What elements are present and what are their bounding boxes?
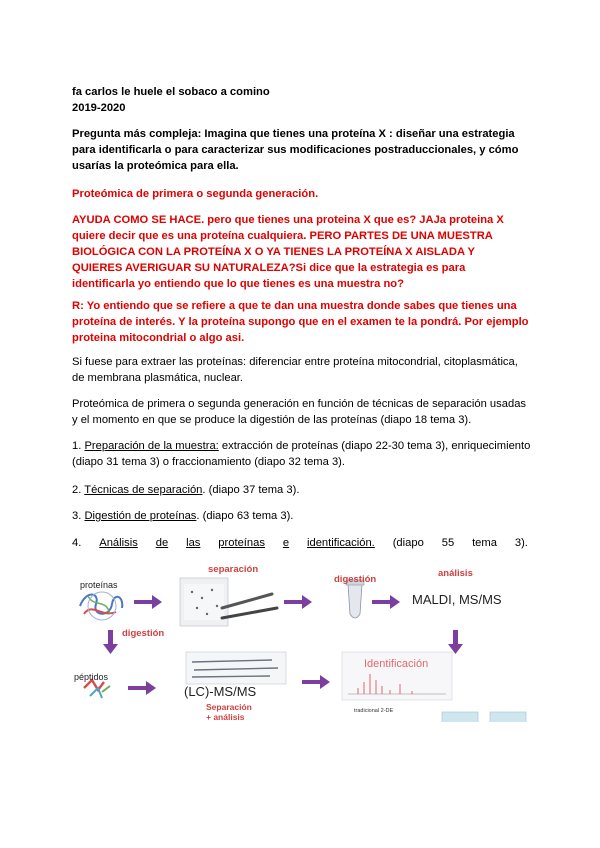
proteomics-workflow-figure	[72, 556, 530, 722]
step-2-title: Técnicas de separación	[84, 484, 203, 496]
step-1-line: 1. Preparación de la muestra: extracción de proteínas (diapo 22-30 tema 3), enriquecimiento	[72, 440, 531, 452]
body-line: Si fuese para extraer las proteínas: diferenciar entre proteína mitocondrial, citoplasmática,	[72, 356, 518, 368]
step-4-word: proteínas	[218, 537, 265, 549]
peptides-image	[84, 680, 110, 698]
body-line: Proteómica de primera o segunda generación en función de técnicas de separación usadas	[72, 398, 527, 410]
result-panel-2	[490, 712, 526, 722]
label-separacion-analisis-1: Separación	[206, 702, 252, 712]
step-4-word: identificación.	[307, 537, 375, 549]
step-4-word: Análisis	[99, 537, 138, 549]
label-separacion: separación	[208, 564, 259, 575]
body-paragraph-1	[72, 354, 528, 386]
step-4-word: 3).	[514, 537, 528, 549]
answer-paragraph	[72, 298, 528, 346]
help-line: BIOLÓGICA CON LA PROTEÍNA X O YA TIENES LA PROTEÍNA X AISLADA Y	[72, 246, 475, 258]
help-paragraph	[72, 212, 528, 292]
lc-columns-image	[186, 652, 286, 684]
step-1	[72, 438, 531, 470]
question-line: para identificarla o para caracterizar sus modificaciones postraduccionales, y cómo	[72, 144, 519, 156]
digestion-tube-image	[346, 580, 364, 618]
separation-gel-image	[180, 578, 277, 626]
label-analisis: análisis	[438, 568, 473, 579]
help-line: identificarla yo entiendo que lo que tienes es una muestra no?	[72, 278, 404, 290]
step-3: 3. Digestión de proteínas. (diapo 63 tema 3).	[72, 510, 294, 522]
step-4-word: e	[282, 537, 290, 549]
step-4-word: las	[186, 537, 201, 549]
arrow-down-left	[103, 630, 118, 654]
arrow-right-5	[302, 675, 330, 689]
arrow-down-right	[448, 630, 463, 654]
label-traditional-2de: tradicional 2-DE	[354, 708, 394, 714]
step-2: 2. Técnicas de separación. (diapo 37 tema 3).	[72, 484, 300, 496]
body-paragraph-2	[72, 396, 528, 428]
document-title	[72, 84, 528, 116]
label-digestion-top: digestión	[334, 574, 377, 585]
arrow-right-1	[134, 595, 162, 609]
protein-structure-image	[80, 592, 122, 620]
label-proteinas: proteínas	[80, 580, 118, 590]
step-1-line: (diapo 31 tema 3) o fraccionamiento (diapo 32 tema 3).	[72, 456, 346, 468]
label-identificacion: Identificación	[364, 658, 429, 670]
label-lcms: (LC)-MS/MS	[184, 684, 257, 699]
workflow-graphics	[72, 556, 530, 722]
arrow-right-4	[128, 681, 156, 695]
red-heading: Proteómica de primera o segunda generación.	[72, 188, 319, 200]
question-line: usarías la proteómica para ella.	[72, 160, 239, 172]
question-paragraph	[72, 126, 528, 174]
step-3-title: Digestión de proteínas	[84, 510, 197, 522]
label-maldi: MALDI, MS/MS	[412, 592, 502, 607]
step-4-word: 55	[441, 537, 455, 549]
answer-line: proteína de interés. Y la proteína supongo que en el examen te la pondrá. Por ejemplo	[72, 316, 529, 328]
step-4	[72, 535, 528, 551]
step-4-word: tema	[472, 537, 497, 549]
year-text: 2019-2020	[72, 102, 126, 114]
arrow-right-3	[372, 595, 400, 609]
help-line: QUIERES AVERIGUAR SU NATURALEZA?Si dice que la estrategia es para	[72, 262, 466, 274]
result-panel-1	[442, 712, 478, 722]
help-line: AYUDA COMO SE HACE. pero que tienes una proteina X que es? JAJa proteina X	[72, 214, 504, 226]
body-line: de membrana plasmática, nuclear.	[72, 372, 244, 384]
step-4-word: (diapo	[392, 537, 424, 549]
step-4-word: de	[155, 537, 169, 549]
arrow-right-2	[284, 595, 312, 609]
answer-line: R: Yo entiendo que se refiere a que te dan una muestra donde sabes que tienes una	[72, 300, 517, 312]
title-text: fa carlos le huele el sobaco a comino	[72, 86, 270, 98]
step-4-num: 4.	[72, 537, 82, 549]
step-1-title: Preparación de la muestra:	[84, 440, 219, 452]
question-line: Pregunta más compleja: Imagina que tienes una proteína X : diseñar una estrategia	[72, 128, 515, 140]
body-line: y el momento en que se produce la digestión de las proteínas (diapo 18 tema 3).	[72, 414, 472, 426]
label-peptidos: péptidos	[74, 672, 109, 682]
label-digestion-side: digestión	[122, 628, 165, 639]
answer-line: proteina mitocondrial o algo asi.	[72, 332, 245, 344]
label-separacion-analisis-2: + análisis	[206, 712, 245, 722]
help-line: quiere decir que es una proteína cualquiera. PERO PARTES DE UNA MUESTRA	[72, 230, 493, 242]
